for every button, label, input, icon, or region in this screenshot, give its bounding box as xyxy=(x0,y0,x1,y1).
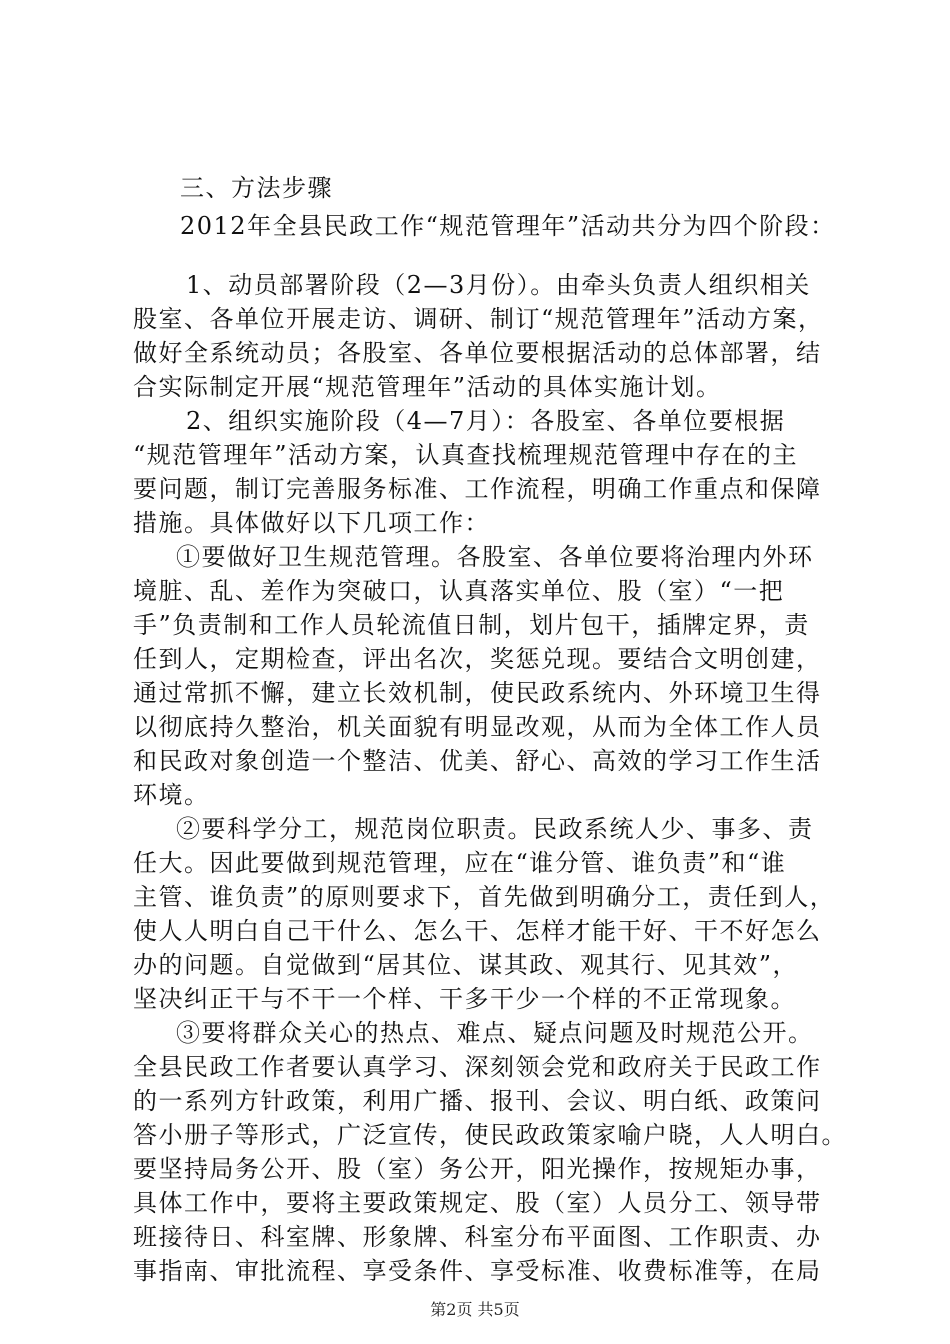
paragraph-line: 手”负责制和工作人员轮流值日制，划片包干，插牌定界，责 xyxy=(133,611,810,639)
section-heading: 三、方法步骤 xyxy=(180,174,333,202)
paragraph-line: 主管、谁负责”的原则要求下，首先做到明确分工，责任到人， xyxy=(133,883,836,911)
paragraph-line: 措施。具体做好以下几项工作： xyxy=(133,509,490,537)
paragraph-line: “规范管理年”活动方案，认真查找梳理规范管理中存在的主 xyxy=(133,441,799,469)
paragraph-line: 全县民政工作者要认真学习、深刻领会党和政府关于民政工作 xyxy=(133,1053,822,1081)
paragraph-line: 2、组织实施阶段（4—7月）：各股室、各单位要根据 xyxy=(186,407,786,435)
paragraph-line: 答小册子等形式，广泛宣传，使民政政策家喻户晓，人人明白。 xyxy=(133,1121,847,1149)
paragraph-line: 和民政对象创造一个整洁、优美、舒心、高效的学习工作生活 xyxy=(133,747,822,775)
paragraph-line: 事指南、审批流程、享受条件、享受标准、收费标准等，在局 xyxy=(133,1257,822,1285)
paragraph-line: ②要科学分工，规范岗位职责。民政系统人少、事多、责 xyxy=(176,815,814,843)
paragraph-line: 班接待日、科室牌、形象牌、科室分布平面图、工作职责、办 xyxy=(133,1223,822,1251)
paragraph-line: 股室、各单位开展走访、调研、制订“规范管理年”活动方案， xyxy=(133,305,824,333)
paragraph-line: 坚决纠正干与不干一个样、干多干少一个样的不正常现象。 xyxy=(133,985,796,1013)
paragraph-line: 要坚持局务公开、股（室）务公开，阳光操作，按规矩办事， xyxy=(133,1155,822,1183)
paragraph-line: 境脏、乱、差作为突破口，认真落实单位、股（室）“一把 xyxy=(133,577,785,605)
paragraph-line: 环境。 xyxy=(133,781,210,809)
paragraph-line: 具体工作中，要将主要政策规定、股（室）人员分工、领导带 xyxy=(133,1189,822,1217)
paragraph-line: 做好全系统动员；各股室、各单位要根据活动的总体部署，结 xyxy=(133,339,822,367)
paragraph-line: 以彻底持久整治，机关面貌有明显改观，从而为全体工作人员 xyxy=(133,713,822,741)
paragraph-line: 2012年全县民政工作“规范管理年”活动共分为四个阶段： xyxy=(180,212,836,240)
paragraph-line: 的一系列方针政策，利用广播、报刊、会议、明白纸、政策问 xyxy=(133,1087,822,1115)
paragraph-line: 合实际制定开展“规范管理年”活动的具体实施计划。 xyxy=(133,373,722,401)
paragraph-line: 任到人，定期检查，评出名次，奖惩兑现。要结合文明创建， xyxy=(133,645,822,673)
paragraph-line: 1、动员部署阶段（2—3月份）。由牵头负责人组织相关 xyxy=(186,271,811,299)
paragraph-line: ①要做好卫生规范管理。各股室、各单位要将治理内外环 xyxy=(176,543,814,571)
paragraph-line: 通过常抓不懈，建立长效机制，使民政系统内、外环境卫生得 xyxy=(133,679,822,707)
paragraph-line: ③要将群众关心的热点、难点、疑点问题及时规范公开。 xyxy=(176,1019,814,1047)
page-number-footer: 第2页 共5页 xyxy=(430,1300,520,1319)
paragraph-line: 任大。因此要做到规范管理，应在“谁分管、谁负责”和“谁 xyxy=(133,849,787,877)
paragraph-line: 办的问题。自觉做到“居其位、谋其政、观其行、见其效”， xyxy=(133,951,799,979)
paragraph-line: 使人人明白自己干什么、怎么干、怎样才能干好、干不好怎么 xyxy=(133,917,822,945)
paragraph-line: 要问题，制订完善服务标准、工作流程，明确工作重点和保障 xyxy=(133,475,822,503)
